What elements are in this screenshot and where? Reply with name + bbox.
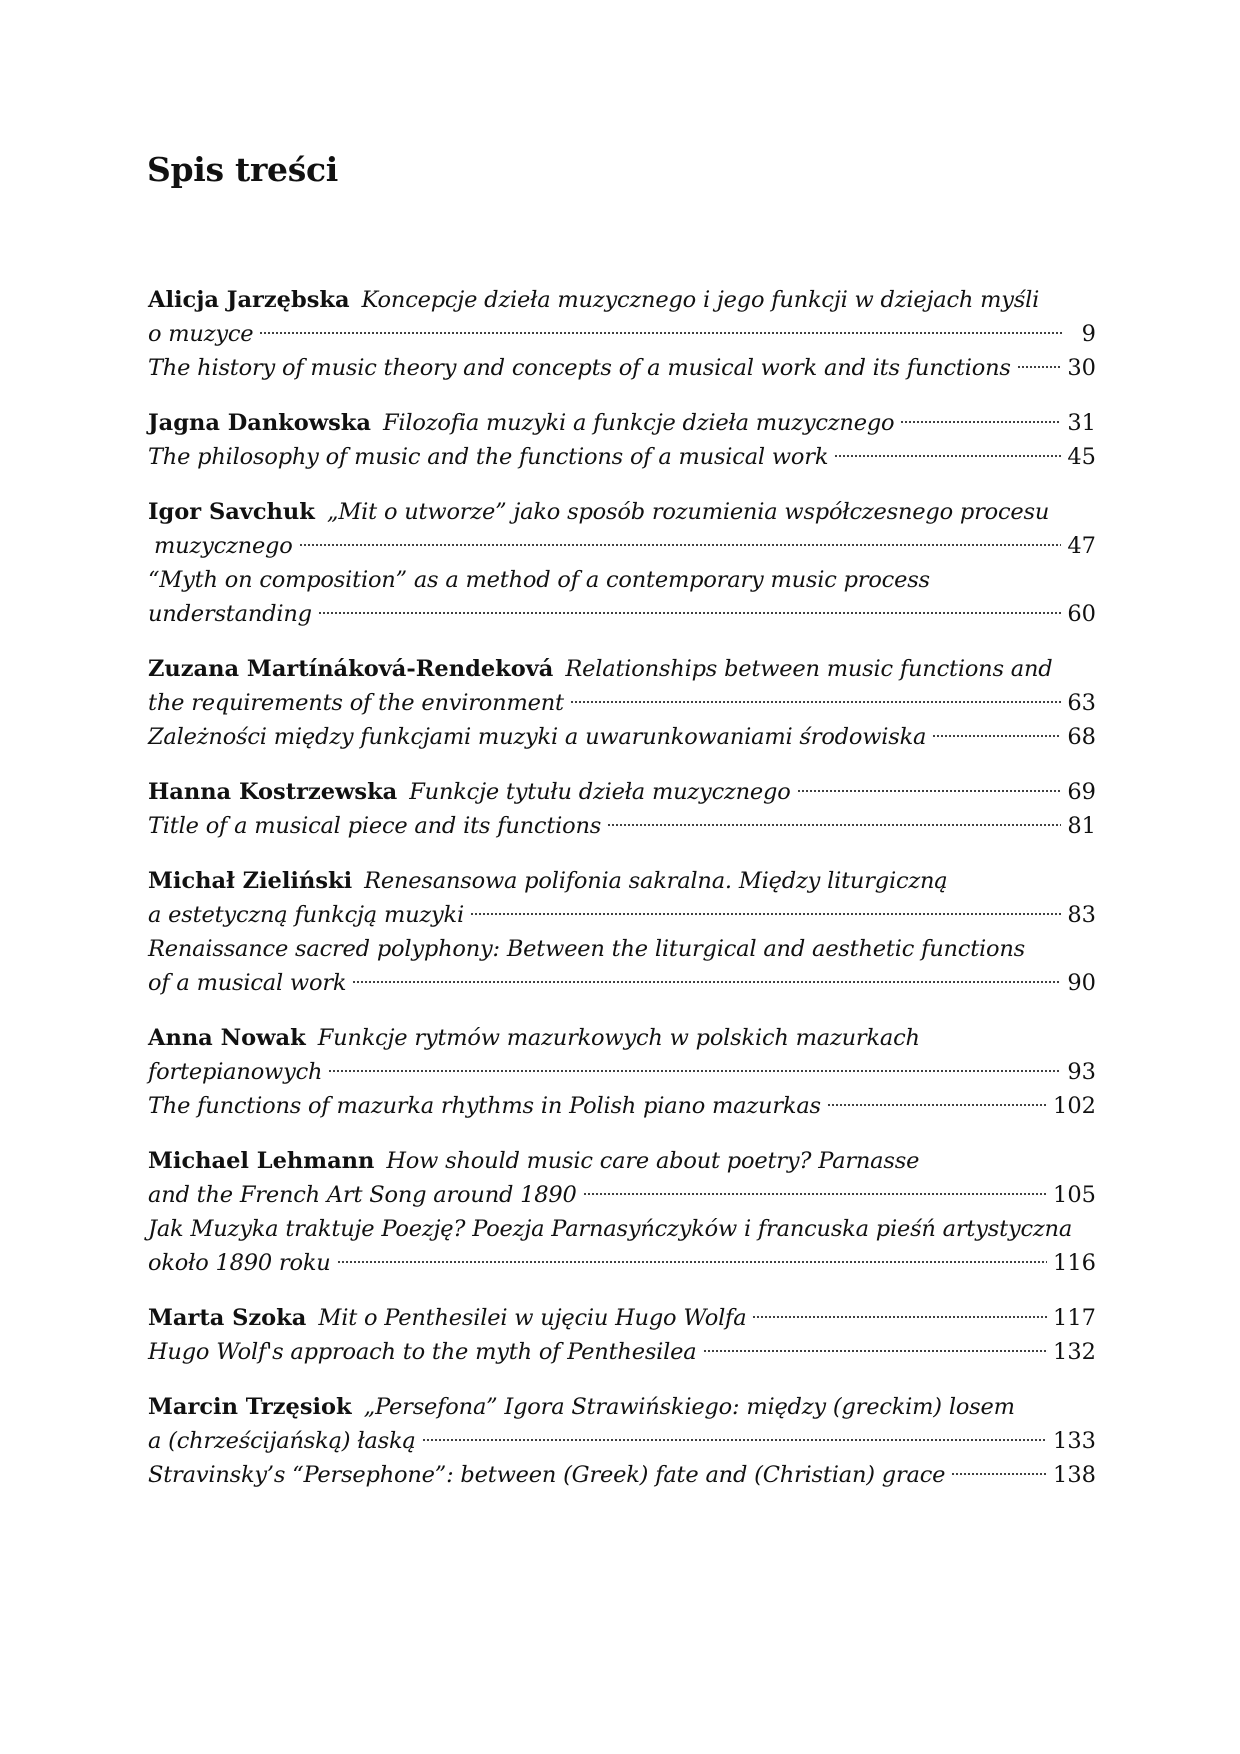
dot-leader xyxy=(607,817,1061,827)
dot-leader xyxy=(318,605,1062,615)
dot-leader xyxy=(328,1063,1061,1073)
toc-line xyxy=(148,966,1096,1000)
dot-leader xyxy=(470,906,1061,916)
dot-leader xyxy=(422,1432,1047,1442)
page-number: 132 xyxy=(1053,1339,1096,1365)
toc-line xyxy=(148,720,1096,754)
page-number: 30 xyxy=(1067,355,1096,381)
toc-entry xyxy=(148,495,1096,631)
dot-leader xyxy=(932,728,1061,738)
author-name: Michael Lehmann xyxy=(148,1148,375,1174)
page-number: 60 xyxy=(1067,601,1096,627)
dot-leader xyxy=(337,1254,1047,1264)
abstract-title: Title of a musical piece and its functions xyxy=(148,813,602,839)
page-number: 81 xyxy=(1067,813,1096,839)
dot-leader xyxy=(570,694,1062,704)
dot-leader xyxy=(583,1186,1047,1196)
page-number: 117 xyxy=(1053,1305,1096,1331)
author-name: Zuzana Martínáková-Rendeková xyxy=(148,656,554,682)
page-number: 68 xyxy=(1067,724,1096,750)
toc-line xyxy=(148,597,1096,631)
page-number: 69 xyxy=(1067,779,1096,805)
article-title-cont: muzycznego xyxy=(154,533,293,559)
article-title: Relationships between music functions and xyxy=(565,656,1053,682)
article-title: How should music care about poetry? Parnasse xyxy=(386,1148,920,1174)
page-number: 63 xyxy=(1067,690,1096,716)
toc-line xyxy=(148,283,1096,317)
toc-line xyxy=(148,440,1096,474)
toc-line xyxy=(148,809,1096,843)
author-name: Marta Szoka xyxy=(148,1305,307,1331)
toc-entry xyxy=(148,1301,1096,1369)
author-name: Anna Nowak xyxy=(148,1025,306,1051)
author-name: Igor Savchuk xyxy=(148,499,315,525)
toc-line xyxy=(148,686,1096,720)
article-title: „Persefona” Igora Strawińskiego: między (greckim) losem xyxy=(363,1394,1015,1420)
abstract-title: Zależności między funkcjami muzyki a uwarunkowaniami środowiska xyxy=(148,724,927,750)
page-number: 31 xyxy=(1067,410,1096,436)
dot-leader xyxy=(951,1466,1047,1476)
author-name: Michał Zieliński xyxy=(148,868,353,894)
abstract-title-cont: of a musical work xyxy=(148,970,347,996)
dot-leader xyxy=(299,537,1062,547)
article-title: Filozofia muzyki a funkcje dzieła muzycznego xyxy=(382,410,895,436)
page-title: Spis treści xyxy=(147,150,339,189)
dot-leader xyxy=(703,1343,1048,1353)
toc-line xyxy=(148,563,1096,597)
table-of-contents xyxy=(148,283,1096,1513)
dot-leader xyxy=(797,783,1062,793)
toc-line xyxy=(148,1335,1096,1369)
abstract-title: The philosophy of music and the functions of a musical work xyxy=(148,444,829,470)
toc-line xyxy=(148,1424,1096,1458)
toc-entry xyxy=(148,864,1096,1000)
article-title-cont: o muzyce xyxy=(148,321,254,347)
toc-line xyxy=(148,406,1096,440)
toc-line xyxy=(148,775,1096,809)
dot-leader xyxy=(752,1309,1047,1319)
dot-leader xyxy=(352,974,1061,984)
page-number: 102 xyxy=(1053,1093,1096,1119)
article-title-cont: the requirements of the environment xyxy=(148,690,564,716)
abstract-title: Jak Muzyka traktuje Poezję? Poezja Parnasyńczyków i francuska pieśń artystyczna xyxy=(148,1216,1073,1242)
dot-leader xyxy=(827,1097,1047,1107)
toc-entry xyxy=(148,775,1096,843)
abstract-title: The history of music theory and concepts of a musical work and its functions xyxy=(148,355,1011,381)
toc-line xyxy=(148,1246,1096,1280)
abstract-title: “Myth on composition” as a method of a contemporary music process xyxy=(148,567,930,593)
dot-leader xyxy=(900,414,1061,424)
toc-entry xyxy=(148,283,1096,385)
abstract-title-cont: około 1890 roku xyxy=(148,1250,331,1276)
article-title: Funkcje tytułu dzieła muzycznego xyxy=(409,779,791,805)
page-number: 138 xyxy=(1053,1462,1096,1488)
abstract-title: Renaissance sacred polyphony: Between the liturgical and aesthetic functions xyxy=(148,936,1026,962)
page-number: 9 xyxy=(1081,321,1096,347)
article-title-cont: fortepianowych xyxy=(148,1059,323,1085)
page-number: 93 xyxy=(1067,1059,1096,1085)
dot-leader xyxy=(1017,359,1062,369)
abstract-title: The functions of mazurka rhythms in Polish piano mazurkas xyxy=(148,1093,821,1119)
article-title-cont: and the French Art Song around 1890 xyxy=(148,1182,577,1208)
article-title: Koncepcje dzieła muzycznego i jego funkcji w dziejach myśli xyxy=(361,287,1040,313)
toc-line xyxy=(148,1301,1096,1335)
abstract-title: Hugo Wolf's approach to the myth of Penthesilea xyxy=(148,1339,697,1365)
dot-leader xyxy=(259,325,1062,335)
toc-line xyxy=(148,495,1096,529)
toc-line xyxy=(148,1178,1096,1212)
page-number: 116 xyxy=(1053,1250,1096,1276)
toc-line xyxy=(148,652,1096,686)
author-name: Hanna Kostrzewska xyxy=(148,779,398,805)
toc-line xyxy=(148,1089,1096,1123)
toc-line xyxy=(148,351,1096,385)
author-name: Alicja Jarzębska xyxy=(148,287,350,313)
toc-line xyxy=(148,529,1096,563)
article-title: Mit o Penthesilei w ujęciu Hugo Wolfa xyxy=(318,1305,747,1331)
dot-leader xyxy=(834,448,1061,458)
page-number: 133 xyxy=(1053,1428,1096,1454)
article-title: Funkcje rytmów mazurkowych w polskich mazurkach xyxy=(317,1025,920,1051)
toc-line xyxy=(148,1212,1096,1246)
toc-line xyxy=(148,1390,1096,1424)
page-number: 47 xyxy=(1067,533,1096,559)
author-name: Jagna Dankowska xyxy=(148,410,371,436)
toc-line xyxy=(148,898,1096,932)
article-title: Renesansowa polifonia sakralna. Między liturgiczną xyxy=(364,868,948,894)
page-number: 105 xyxy=(1053,1182,1096,1208)
toc-entry xyxy=(148,652,1096,754)
page-number: 83 xyxy=(1067,902,1096,928)
page-number: 90 xyxy=(1067,970,1096,996)
toc-line xyxy=(148,1458,1096,1492)
toc-line xyxy=(148,1144,1096,1178)
abstract-title-cont: understanding xyxy=(148,601,312,627)
abstract-title: Stravinsky’s “Persephone”: between (Greek) fate and (Christian) grace xyxy=(148,1462,946,1488)
toc-entry xyxy=(148,1390,1096,1492)
toc-line xyxy=(148,1055,1096,1089)
toc-line xyxy=(148,864,1096,898)
article-title-cont: a (chrześcijańską) łaską xyxy=(148,1428,416,1454)
toc-entry xyxy=(148,1144,1096,1280)
article-title: „Mit o utworze” jako sposób rozumienia współczesnego procesu xyxy=(326,499,1050,525)
page-number: 45 xyxy=(1067,444,1096,470)
article-title-cont: a estetyczną funkcją muzyki xyxy=(148,902,464,928)
author-name: Marcin Trzęsiok xyxy=(148,1394,352,1420)
toc-entry xyxy=(148,406,1096,474)
toc-line xyxy=(148,932,1096,966)
toc-line xyxy=(148,1021,1096,1055)
toc-entry xyxy=(148,1021,1096,1123)
toc-line xyxy=(148,317,1096,351)
